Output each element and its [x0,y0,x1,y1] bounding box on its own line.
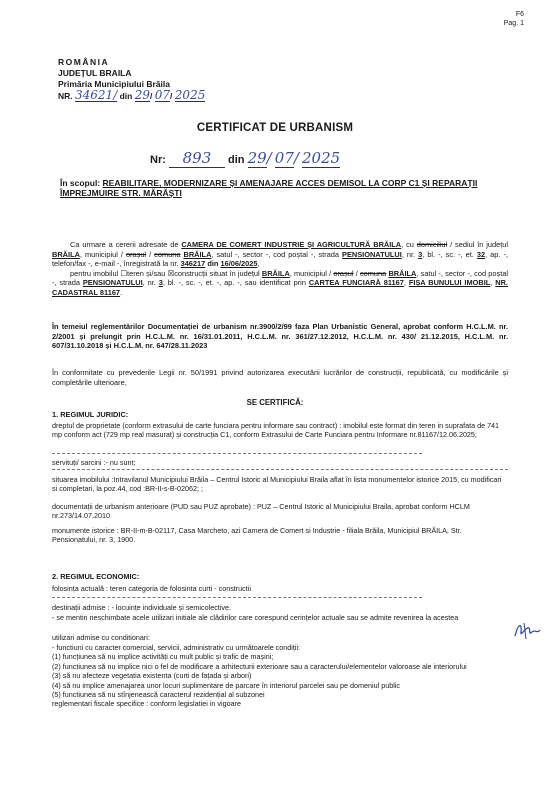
initials-signature [512,620,542,642]
cert-date-year: 2025 [302,149,341,167]
form-code: F6 [515,11,524,18]
nr-label: NR. [58,91,73,101]
ownership-text: dreptul de proprietate (conform extrasului de carte funciara pentru informare sau contract) : imobilul este format din teren in suprafata de 741 mp conform act (729 mp real masurat) și construcția C1, conform Extrasului de Carte Funciara pentru Informare nr.81167/12.06.2025; [52,421,500,440]
servitudes-text: servituți/ sarcini :- nu sunt; [52,458,136,467]
registration-line: NR. 34621/ din 29/ 07/ 2025 [58,88,206,102]
date-day: 29 [134,88,151,102]
struck-comuna: comuna [154,249,181,259]
number-value: 3 [418,249,423,259]
date-year: 2025 [174,88,206,102]
property-street: PENSIONATULUI [82,278,143,288]
list-item: (5) functiunea să nu stînjenească caracterul rezidențial al subzonei [52,690,265,700]
request-text: , [490,278,493,288]
struck-orasul: orașul [125,249,147,259]
destination-text: destinații admise : - locuințe individuale și semicolective. [52,603,231,612]
cert-nr-label: Nr: [150,154,166,166]
list-item: (1) funcțiunea să nu implice activități cu mult public și trafic de mașini; [52,652,274,662]
change-text: - se mentin neschimbate acele utilizari initiale ale clădirilor care corespund cerințelor actuale sau se admite revenirea la acestea [52,613,459,622]
struck-domiciliul: domiciliul [416,240,448,249]
request-text: / [149,249,152,259]
request-text: , cu [401,240,414,249]
request-text: , bl. -, sc. -, et. -, ap. -, sau identificat prin [162,278,306,288]
request-paragraph [52,240,508,298]
country: ROMÂNIA [58,57,110,67]
request-text: . [120,287,123,297]
list-item: (3) să nu afecteze vegetatia existenta (curti de fațada și arbori) [52,671,252,681]
request-text: , satul -, sector -, cod poștal -, strada [52,268,508,288]
cert-date-month: 07 [274,149,294,167]
city-value: BRĂILA [183,249,212,259]
registration-date: 16/06/2025 [220,259,258,269]
legal-basis: În temeiul reglementărilor Documentației de urbanism nr.3900/2/99 faza Plan Urbanistic General, aprobat conform H.C.L.M. nr. 2/2001 și prelungit prin H.C.L.M. nr. 16/31.01.2011, H.C.L.M. nr. 361/27.12.2012, H.C.L.M. nr. 430/ 21.12.2015, H.C.L.M. nr. 607/31.10.2018 și H.C.L.M. nr. 647/28.11.2023 [52,322,508,351]
certifies-heading: SE CERTIFICĂ: [246,398,304,407]
cert-nr-value: 893 [169,149,225,168]
corner-info [504,10,524,28]
header-block [58,57,205,102]
law-reference: În conformitate cu prevederile Legii nr. 50/1991 privind autorizarea executării lucrărilor de construcții, republicată, cu modificările și completările ulterioare, [52,368,508,387]
current-use-text: folosința actuală : teren categoria de folosinta curti - constructii [52,584,251,593]
struck-comuna-2: comuna [359,268,387,278]
request-text: Ca urmare a cererii adresate de [70,240,179,249]
property-city: BRĂILA [388,268,417,278]
request-text: , nr. [401,249,416,259]
floor-value: 32 [476,249,486,259]
cert-date-day: 29 [247,149,267,167]
divider [52,469,508,470]
county-value: BRĂILA [52,249,80,259]
request-text: , [403,278,406,288]
divider [52,453,422,454]
city-hall: Primăria Municipiului Brăila [58,79,170,89]
cert-din-label: din [228,154,245,166]
registration-number: 346217 [180,259,206,269]
page-number: Pag. 1 [503,20,524,27]
request-text: / sediul în județul [450,240,509,249]
request-text: , bl. -, sc. -, et. [422,249,474,259]
applicant: CAMERA DE COMERT INDUSTRIE ȘI AGRICULTURĂ BRĂILA [181,240,402,249]
request-text: din [207,259,219,269]
din-label: din [119,91,133,101]
property-number: 3 [158,278,163,288]
list-item: (2) functiunea să nu implice nici o fel de modificare a arhitecturii exterioare sau a caracterului/elementelor valoroase ale interiorului [52,661,467,671]
struck-orasul-2: orașul [333,268,354,278]
county: JUDEȚUL BRAILA [58,68,132,78]
request-text: , ap. -, telefon/fax -, e-mail -, înregistrată la nr. [52,249,508,269]
request-text: , nr. [142,278,156,288]
scope-label: În scopul: [60,178,101,188]
urbanism-docs-text: documentații de urbanism anterioare (PUD sau PUZ aprobate) : PUZ – Centrul Istoric al Municipiului Braila, aprobat conform HCLM nr.273/14.07.2010 [52,502,470,521]
conditions-title: utilizari admise cu conditionari: [52,633,150,642]
request-text: pentru imobilul ☐teren și/sau ☒construcții situat în județul [70,268,260,278]
request-text: , [257,259,260,269]
property-sheet: FIȘA BUNULUI IMOBIL [408,278,491,288]
street-value: PENSIONATULUI [342,249,402,259]
section-1-title: 1. REGIMUL JURIDIC: [52,410,129,419]
scope-text: REABILITARE, MODERNIZARE ȘI AMENAJARE ACCES DEMISOL LA CORP C1 ȘI REPARAȚII ÎMPREJMUIRE STR. MĂRĂȘTI [60,178,478,198]
situation-text: situarea imobilului :Intravilanul Municipiului Brăila – Centrul Istoric al Municipiului Braila aflat în lista monumentelor istorice 2015, cu modificari si completari, la poz.44, cod :BR-II-s-B-02062; ; [52,475,502,494]
nr-value: 34621/ [75,88,118,102]
cadastral-number: NR. CADASTRAL 81167 [52,278,508,297]
date-month: 07 [154,88,171,102]
section-2-title: 2. REGIMUL ECONOMIC: [52,572,140,581]
monument-text: monumente istorice : BR-II-m-B-02117, Casa Marcheto, azi Camera de Comert si Industrie - filiala Brăila, Municipiul BRĂILA, Str. Pensionatului, nr. 3, 1900. [52,526,462,545]
request-text: , municipiul / [289,268,332,278]
request-text: / [355,268,358,278]
request-text: , satul -, sector -, cod poștal -, strada [211,249,339,259]
list-item: (4) să nu implice amenajarea unor locuri suplimentare de parcare în interiorul parcelei sau pe domeniul public [52,680,400,690]
scope [60,178,500,198]
page-title: CERTIFICAT DE URBANISM [196,122,354,134]
property-county: BRĂILA [261,268,290,278]
conditions-list [52,643,508,709]
divider [52,597,422,598]
certificate-number-line: Nr: 893 din 29/ 07/ 2025 [150,149,341,167]
list-item: reglementari fiscale specifice : conform legislatiei in vigoare [52,699,241,709]
land-book: CARTEA FUNCIARĂ 81167 [308,278,404,288]
request-text: , municipiul / [79,249,123,259]
list-item: - functiuni cu caracter comercial, servicii, administrativ cu următoarele condiții: [52,643,301,652]
